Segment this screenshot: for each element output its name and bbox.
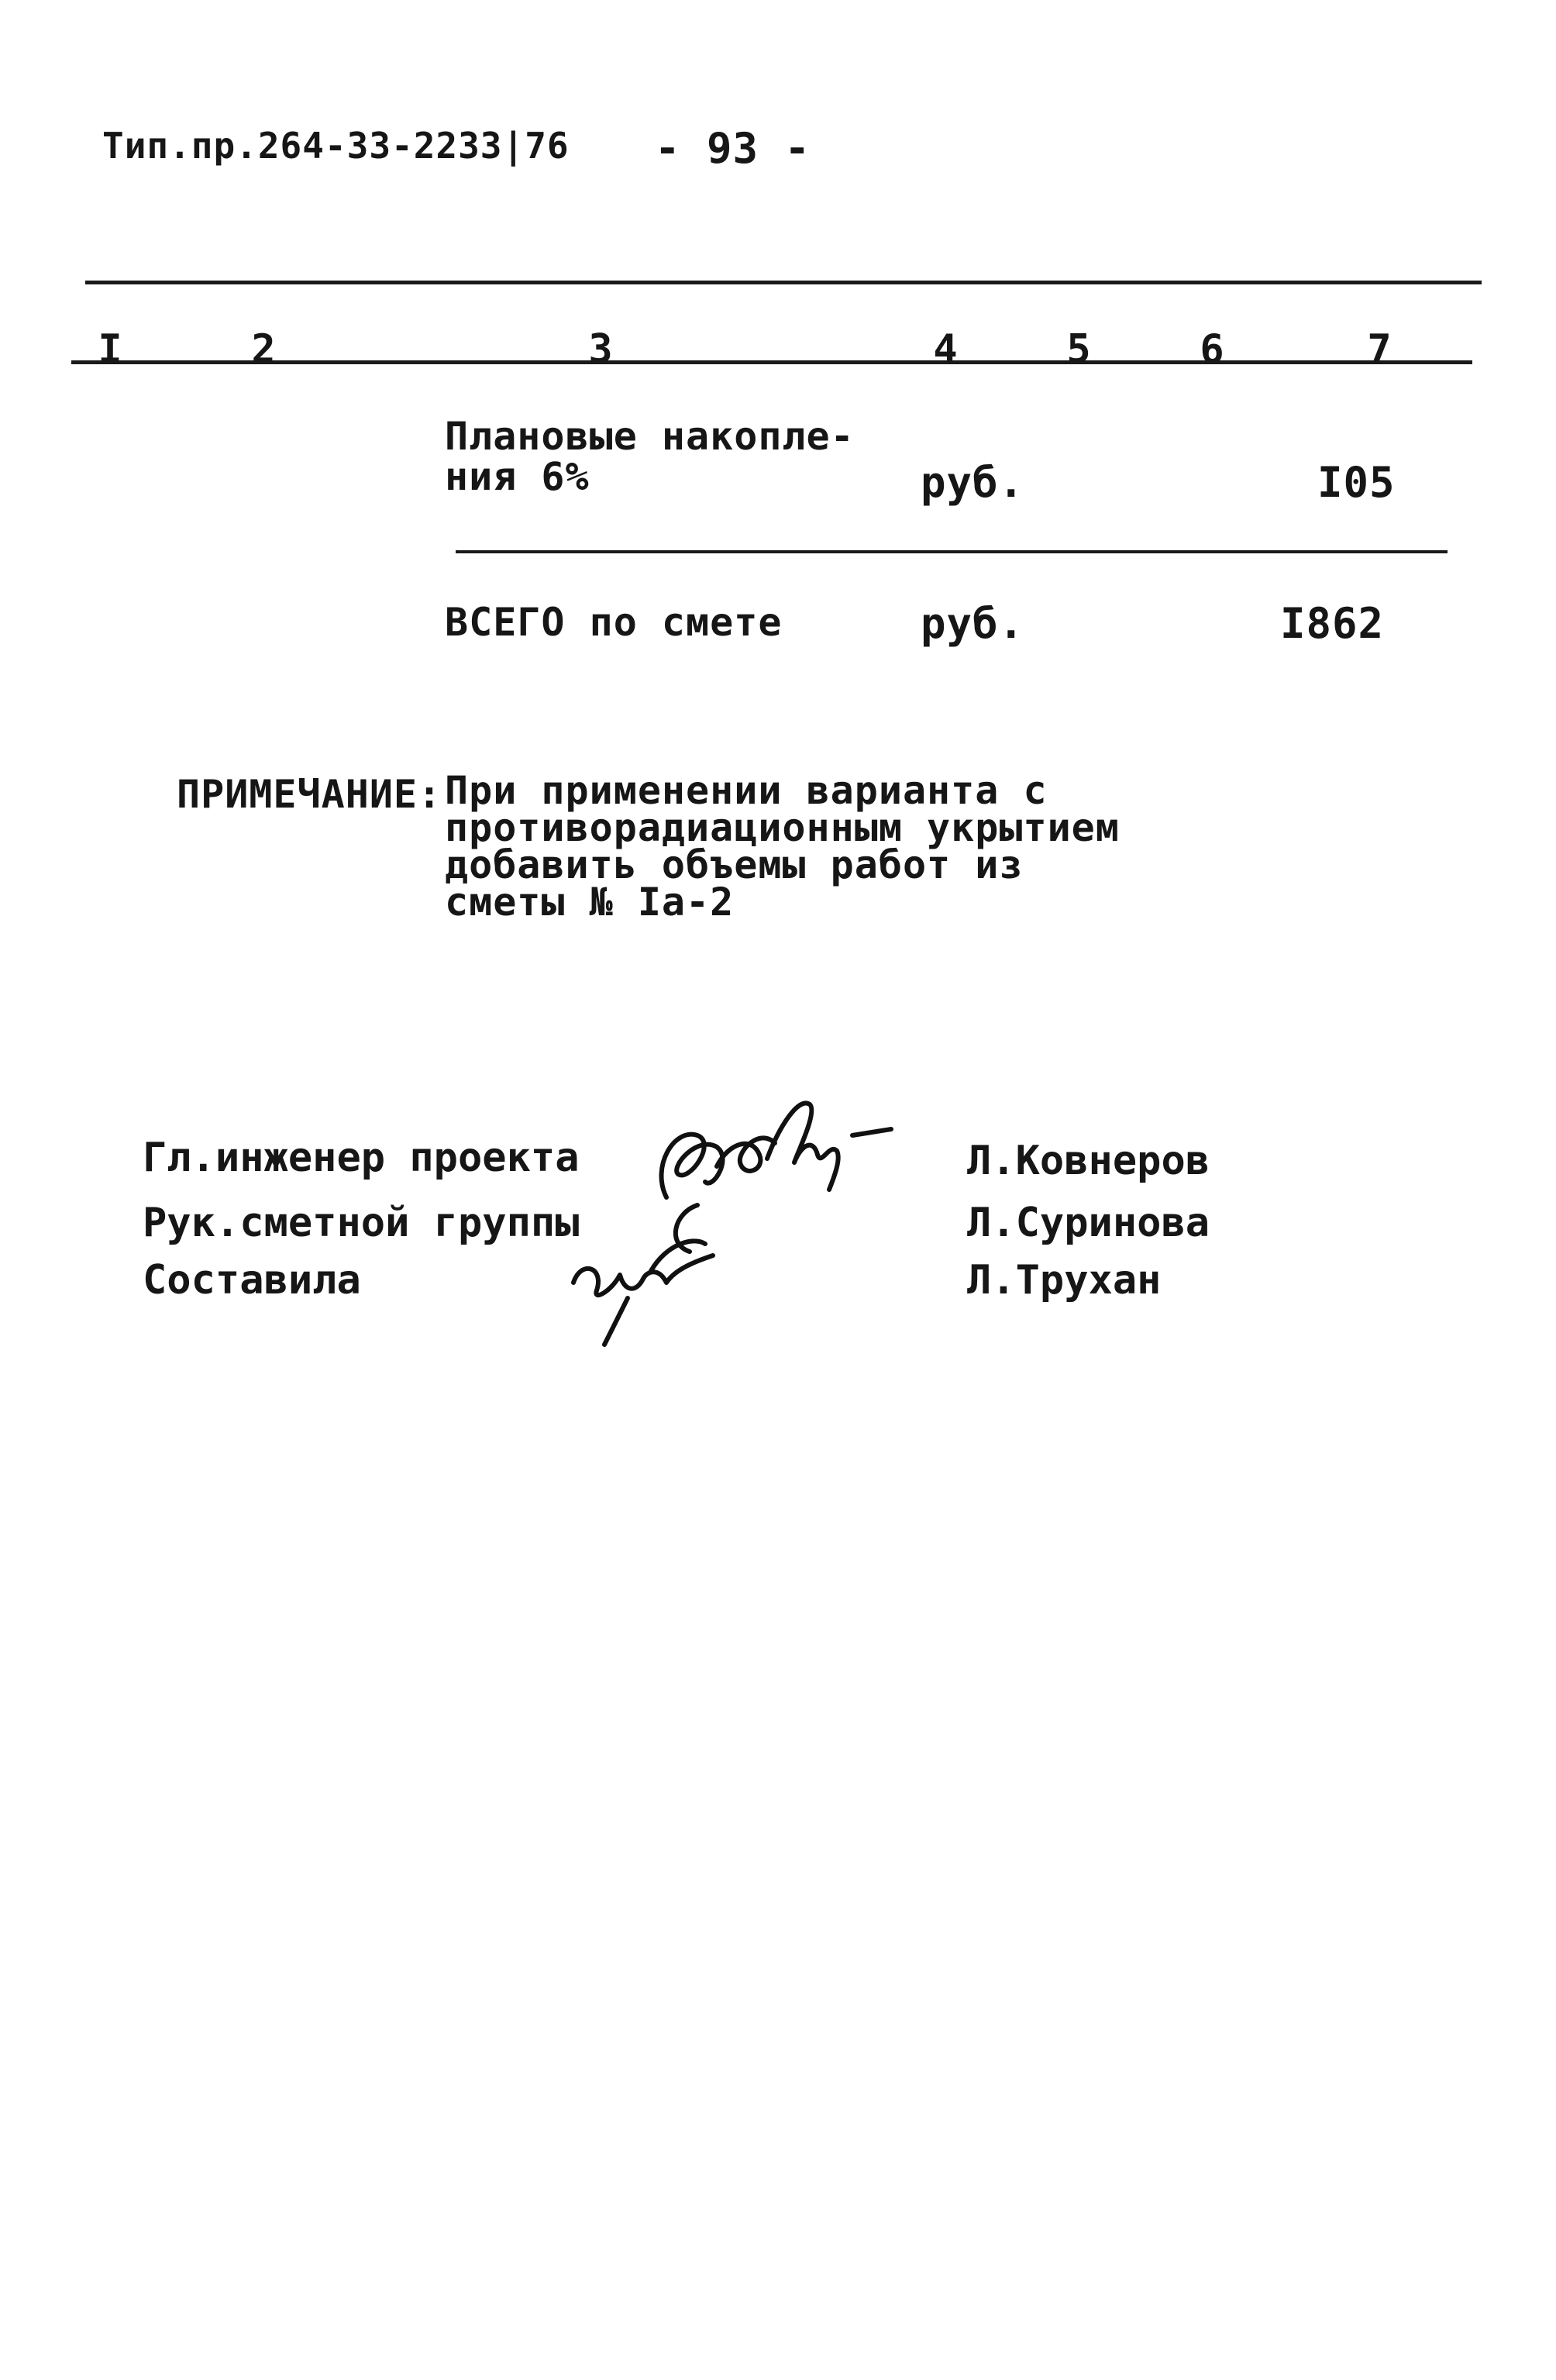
note-line-4: сметы № Ia-2	[445, 880, 735, 925]
note-line-3: добавить объемы работ из	[445, 842, 1024, 887]
page-number: - 93 -	[655, 124, 811, 173]
note-text	[445, 768, 1120, 925]
column-number-6: 6	[1200, 326, 1224, 373]
row-name-line1: Плановые накопле-	[445, 414, 855, 459]
signature-role-compiler: Составила	[143, 1257, 361, 1304]
row-amount: I05	[1317, 458, 1396, 507]
total-amount: I862	[1280, 599, 1385, 648]
handwritten-signature-1	[643, 1081, 899, 1213]
subtotal-rule	[456, 550, 1448, 553]
handwritten-signature-2	[558, 1197, 736, 1352]
total-label: ВСЕГО по смете	[445, 600, 783, 645]
note-line-2: противорадиационным укрытием	[445, 805, 1120, 850]
note-label: ПРИМЕЧАНИЕ:	[177, 772, 442, 817]
document-code: Тип.пр.264-33-2233|76	[102, 125, 570, 167]
row-name-line2: ния 6%	[445, 454, 590, 499]
signature-role-chief-engineer: Гл.инженер проекта	[143, 1135, 580, 1181]
column-number-1: I	[98, 326, 122, 373]
signatory-name-3: Л.Трухан	[967, 1257, 1162, 1304]
note-line-1: При применении варианта с	[445, 768, 1048, 813]
column-number-2: 2	[251, 326, 276, 373]
signature-role-estimate-head: Рук.сметной группы	[143, 1200, 580, 1246]
table-top-rule	[85, 281, 1482, 284]
total-unit: руб.	[921, 599, 1025, 648]
column-number-4: 4	[933, 326, 958, 373]
column-number-7: 7	[1367, 326, 1392, 373]
row-unit: руб.	[921, 458, 1025, 507]
signatory-name-2: Л.Суринова	[967, 1200, 1210, 1246]
signatory-name-1: Л.Ковнеров	[967, 1138, 1210, 1184]
table-header-rule	[71, 360, 1472, 364]
column-number-5: 5	[1066, 326, 1091, 373]
column-number-3: 3	[588, 326, 613, 373]
